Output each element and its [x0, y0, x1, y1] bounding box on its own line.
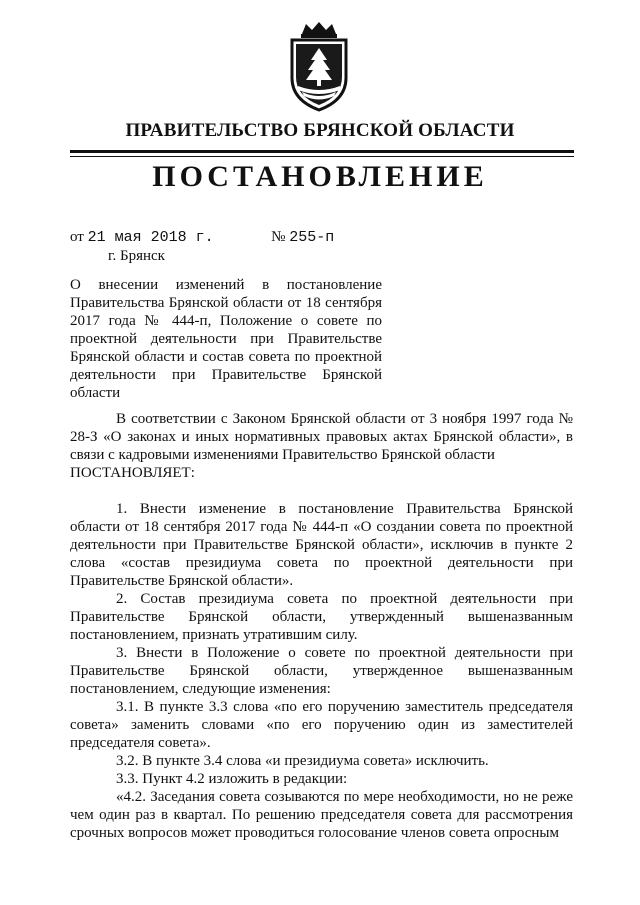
header-rule-thick: [70, 150, 574, 153]
document-date: 21 мая 2018 г.: [87, 229, 214, 246]
preamble: В соответствии с Законом Брянской области от 3 ноября 1997 года № 28-З «О законах и иных нормативных правовых актах Брянской области», в связи с кадровыми изменениями Правительство Брянской области: [70, 411, 573, 463]
document-number: 255-п: [289, 229, 335, 246]
paragraph-1: 1. Внести изменение в постановление Правительства Брянской области от 18 сентября 2017 года № 444-п «О создании совета по проектной деятельности при Правительстве Брянской области», исключив в пункте 2 слова «состав президиума совета по проектной деятельности при Правительстве Брянской области».: [70, 501, 573, 589]
header-rule-thin: [70, 156, 574, 157]
document-subject: О внесении изменений в постановление Правительства Брянской области от 18 сентября 2017 года № 444-п, Положение о совете по проектной деятельности при Правительстве Брянской области и состав совета по проектной деятельности при Правительстве Брянской области: [70, 277, 382, 401]
decree-word: ПОСТАНОВЛЯЕТ:: [70, 465, 195, 481]
document-body: [70, 410, 573, 842]
document-type: ПОСТАНОВЛЕНИЕ: [152, 160, 488, 193]
document-meta: [70, 229, 334, 246]
paragraph-3-2: 3.2. В пункте 3.4 слова «и президиума совета» исключить.: [116, 753, 489, 769]
paragraph-2: 2. Состав президиума совета по проектной деятельности при Правительстве Брянской области, утвержденный вышеназванным постановлением, признать утратившим силу.: [70, 591, 573, 643]
government-title: ПРАВИТЕЛЬСТВО БРЯНСКОЙ ОБЛАСТИ: [125, 120, 515, 141]
paragraph-3-1: 3.1. В пункте 3.3 слова «по его поручению заместитель председателя совета» заменить словами «по его поручению один из заместителей председателя совета».: [70, 699, 573, 751]
paragraph-3: 3. Внести в Положение о совете по проектной деятельности при Правительстве Брянской области, утвержденное вышеназванным постановлением, следующие изменения:: [70, 645, 573, 697]
paragraph-4-2-quote: «4.2. Заседания совета созываются по мере необходимости, но не реже чем один раз в квартал. По решению председателя совета для рассмотрения срочных вопросов может проводиться голосование членов совета опросным: [70, 789, 573, 841]
coat-of-arms-icon: [284, 20, 354, 112]
paragraph-3-3: 3.3. Пункт 4.2 изложить в редакции:: [116, 771, 348, 787]
date-prefix: от: [70, 229, 84, 245]
number-label: №: [271, 229, 286, 245]
document-city: г. Брянск: [108, 248, 165, 264]
